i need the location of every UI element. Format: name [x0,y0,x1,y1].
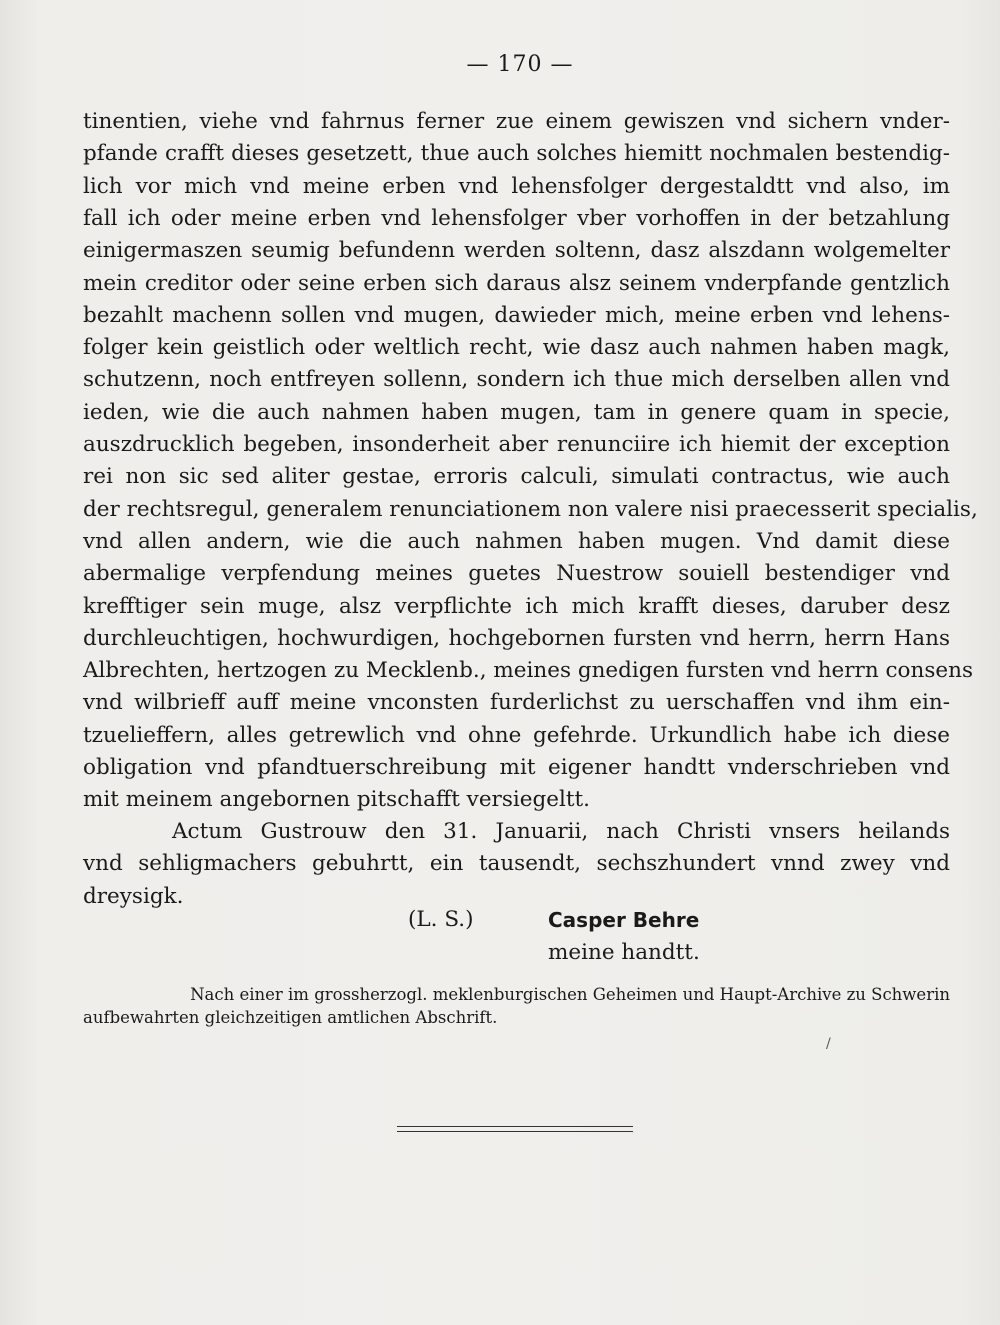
body-line: bezahlt machenn sollen vnd mugen, dawieder mich, meine erben vnd lehens- [83,302,950,328]
actum-line: vnd sehligmachers gebuhrtt, ein tausendt, sechszhundert vnnd zwey vnd [83,851,950,877]
body-line: fall ich oder meine erben vnd lehensfolger vber vorhoffen in der betzahlung [83,205,950,231]
body-line: mit meinem angebornen pitschafft versiegeltt. [83,787,590,813]
body-line: mein creditor oder seine erben sich daraus alsz seinem vnderpfande gentzlich [83,270,950,296]
body-line: tinentien, viehe vnd fahrnus ferner zue einem gewiszen vnd sichern vnder- [83,109,950,134]
body-line: tzuelieffern, alles getrewlich vnd ohne gefehrde. Urkundlich habe ich diese [83,722,950,748]
footnote-line-2: aufbewahrten gleichzeitigen amtlichen Abschrift. [83,1008,498,1027]
body-line: vnd wilbrieff auff meine vnconsten furderlichst zu uerschaffen vnd ihm ein- [83,690,950,716]
body-line: lich vor mich vnd meine erben vnd lehensfolger dergestaldtt vnd also, im [83,173,950,199]
section-divider-bottom [397,1131,633,1132]
stray-pen-mark: / [826,1036,831,1052]
actum-line: dreysigk. [83,883,184,909]
body-line: schutzenn, noch entfreyen sollenn, sondern ich thue mich derselben allen vnd [83,367,950,393]
signatory-hand-note: meine handtt. [548,940,700,965]
footnote-line-1: Nach einer im grossherzogl. meklenburgischen Geheimen und Haupt-Archive zu Schwerin [190,985,950,1004]
body-line: vnd allen andern, wie die auch nahmen haben mugen. Vnd damit diese [83,528,950,554]
body-line: rei non sic sed aliter gestae, erroris calculi, simulati contractus, wie auch [83,464,950,490]
body-line: pfande crafft dieses gesetzett, thue auch solches hiemitt nochmalen bestendig- [83,141,950,167]
body-line: einigermaszen seumig befundenn werden soltenn, dasz alszdann wolgemelter [83,238,950,264]
signatory-name: Casper Behre [548,908,700,932]
body-line: abermalige verpfendung meines guetes Nuestrow souiell bestendiger vnd [83,561,950,587]
body-line: obligation vnd pfandtuerschreibung mit eigener handtt vnderschrieben vnd [83,755,950,780]
body-line: durchleuchtigen, hochwurdigen, hochgebornen fursten vnd herrn, herrn Hans [83,625,950,651]
page-number: — 170 — [466,52,574,77]
body-line: folger kein geistlich oder weltlich recht, wie dasz auch nahmen haben magk, [83,335,950,361]
body-line: krefftiger sein muge, alsz verpflichte ich mich krafft dieses, daruber desz [83,593,950,619]
seal-mark: (L. S.) [408,907,474,932]
section-divider-top [397,1126,633,1127]
body-line: Albrechten, hertzogen zu Mecklenb., meines gnedigen fursten vnd herrn consens [83,658,973,684]
body-line: auszdrucklich begeben, insonderheit aber renunciire ich hiemit der exception [83,432,950,457]
body-line: der rechtsregul, generalem renunciationem non valere nisi praecesserit specialis, [83,496,978,522]
body-line: ieden, wie die auch nahmen haben mugen, tam in genere quam in specie, [83,399,950,425]
actum-line: Actum Gustrouw den 31. Januarii, nach Christi vnsers heilands [172,819,950,844]
